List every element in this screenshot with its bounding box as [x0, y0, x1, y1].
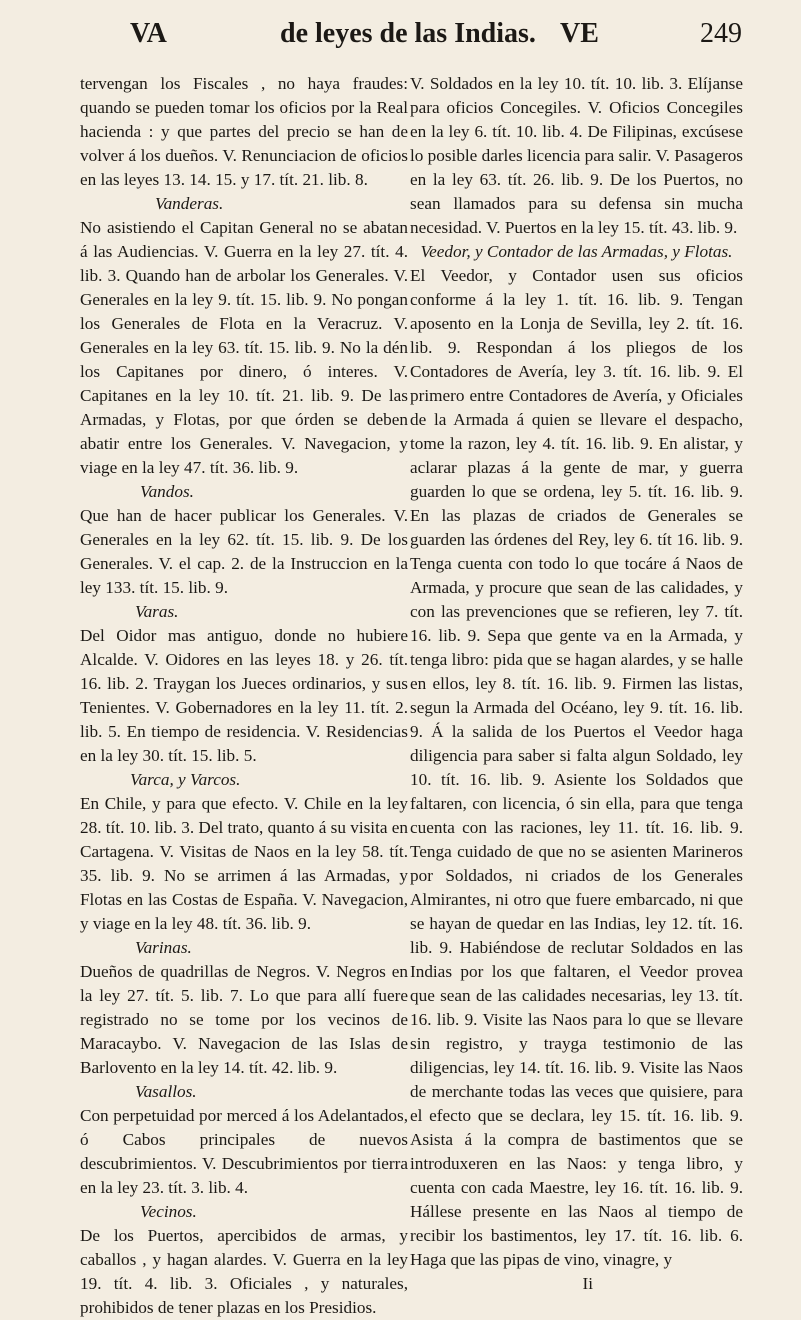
paragraph: V. Soldados en la ley 10. tít. 10. lib. 3. Elíjanse para oficios Concegiles. V. Oficios Concegiles en la ley 6. tít. 10. lib. 4. De Filipinas, excúsese lo posible darles licencia para salir. V. Pasageros en la ley 63. tít. 26. lib. 9. De los Puertos, no sean llamados para su defensa sin mucha necesidad. V. Puertos en la ley 15. tít. 43. lib. 9.: [410, 74, 743, 237]
header-right: VE: [560, 18, 599, 49]
section-heading: Varca, y Varcos.: [130, 770, 241, 789]
section-heading: Vecinos.: [140, 1202, 197, 1221]
paragraph: No asistiendo el Capitan General no se abatan á las Audiencias. V. Guerra en la ley 27. tít. 4. lib. 3. Quando han de arbolar los Generales. V. Generales en la ley 9. tít. 15. lib. 9. No pongan los Generales de Flota en la Veracruz. V. Generales en la ley 63. tít. 15. lib. 9. No la dén los Capitanes por dinero, ó interes. V. Capitanes en la ley 10. tít. 21. lib. 9. De las Armadas, y Flotas, por que órden se deben abatir entre los Generales. V. Navegacion, y viage en la ley 47. tít. 36. lib. 9.: [80, 218, 408, 477]
section-heading: Vanderas.: [155, 194, 224, 213]
paragraph: Que han de hacer publicar los Generales. V. Generales en la ley 62. tít. 15. lib. 9. De los Generales. V. el cap. 2. de la Instruccion en la ley 133. tít. 15. lib. 9.: [80, 506, 408, 597]
section-heading: Varinas.: [135, 938, 192, 957]
paragraph: Del Oidor mas antiguo, donde no hubiere Alcalde. V. Oidores en las leyes 18. y 26. tít. 16. lib. 2. Traygan los Jueces ordinarios, y sus Tenientes. V. Gobernadores en la ley 11. tít. 2. lib. 5. En tiempo de residencia. V. Residencias en la ley 30. tít. 15. lib. 5.: [80, 626, 408, 765]
right-column: [410, 72, 743, 1296]
paragraph: El Veedor, y Contador usen sus oficios conforme á la ley 1. tít. 16. lib. 9. Tengan aposento en la Lonja de Sevilla, ley 2. tít. 16. lib. 9. Respondan á los pliegos de los Contadores de Avería, ley 3. tít. 16. lib. 9. El primero entre Contadores de Avería, y Oficiales de la Armada á quien se llevare el despacho, tome la razon, ley 4. tít. 16. lib. 9. En alistar, y aclarar plazas á la gente de mar, y guerra guarden lo que se ordena, ley 5. tít. 16. lib. 9. En las plazas de criados de Generales se guarden las órdenes del Rey, ley 6. tít 16. lib. 9. Tenga cuenta con todo lo que tocáre á Naos de Armada, y procure que sean de las calidades, y con las prevenciones que se refieren, ley 7. tít. 16. lib. 9. Sepa que gente va en la Armada, y tenga libro: pida que se hagan alardes, y se halle en ellos, ley 8. tít. 16. lib. 9. Firmen las listas, segun la Armada del Océano, ley 9. tít. 16. lib. 9. Á la salida de los Puertos el Veedor haga diligencia para saber si falta algun Soldado, ley 10. tít. 16. lib. 9. Asiente los Soldados que faltaren, con licencia, ó sin ella, para que tenga cuenta con las raciones, ley 11. tít. 16. lib. 9. Tenga cuidado de que no se asienten Marineros por Soldados, ni criados de los Generales Almirantes, ni otro que fuere embarcado, ni que se hayan de quedar en las Indias, ley 12. tít. 16. lib. 9. Habiéndose de reclutar Soldados en las Indias por los que faltaren, el Veedor provea que sean de las calidades necesarias, ley 13. tít. 16. lib. 9. Visite las Naos para lo que se llevare sin registro, y trayga testimonio de las diligencias, ley 14. tít. 16. lib. 9. Visite las Naos de merchante todas las veces que quisiere, para el efecto que se declara, ley 15. tít. 16. lib. 9. Asista á la compra de bastimentos que se introduxeren en las Naos: y tenga libro, y cuenta con cada Maestre, ley 16. tít. 16. lib. 9. Hállese presente en las Naos al tiempo de recibir los bastimentos, ley 17. tít. 16. lib. 6. Haga que las pipas de vino, vinagre, y: [410, 266, 743, 1269]
header-center: de leyes de las Indias.: [280, 18, 536, 49]
paragraph: De los Puertos, apercibidos de armas, y caballos , y hagan alardes. V. Guerra en la ley 19. tít. 4. lib. 3. Oficiales , y naturales, prohibidos de tener plazas en los Presidios.: [80, 1226, 408, 1317]
paragraph: Dueños de quadrillas de Negros. V. Negros en la ley 27. tít. 5. lib. 7. Lo que para allí fuere registrado no se tome por los vecinos de Maracaybo. V. Navegacion de las Islas de Barlovento en la ley 14. tít. 42. lib. 9.: [80, 962, 408, 1077]
page-number: 249: [700, 18, 742, 49]
signature-mark: Ii: [582, 1274, 593, 1293]
paragraph: En Chile, y para que efecto. V. Chile en la ley 28. tít. 10. lib. 3. Del trato, quanto á su visita en Cartagena. V. Visitas de Naos en la ley 58. tít. 35. lib. 9. No se arrimen á las Armadas, y Flotas en las Costas de España. V. Navegacion, y viage en la ley 48. tít. 36. lib. 9.: [80, 794, 408, 933]
paragraph: tervengan los Fiscales , no haya fraudes: quando se pueden tomar los oficios por la Real hacienda : y que partes del precio se han de volver á los dueños. V. Renunciacion de oficios en las leyes 13. 14. 15. y 17. tít. 21. lib. 8.: [80, 74, 408, 189]
left-column: [80, 72, 408, 1320]
running-header: [40, 8, 780, 58]
paragraph: Con perpetuidad por merced á los Adelantados, ó Cabos principales de nuevos descubrimientos. V. Descubrimientos por tierra en la ley 23. tít. 3. lib. 4.: [80, 1106, 408, 1197]
section-heading: Vasallos.: [135, 1082, 197, 1101]
section-heading: Vandos.: [140, 482, 194, 501]
section-heading: Veedor, y Contador de las Armadas, y Flotas.: [420, 242, 733, 261]
section-heading: Varas.: [135, 602, 179, 621]
header-left: VA: [130, 18, 167, 49]
